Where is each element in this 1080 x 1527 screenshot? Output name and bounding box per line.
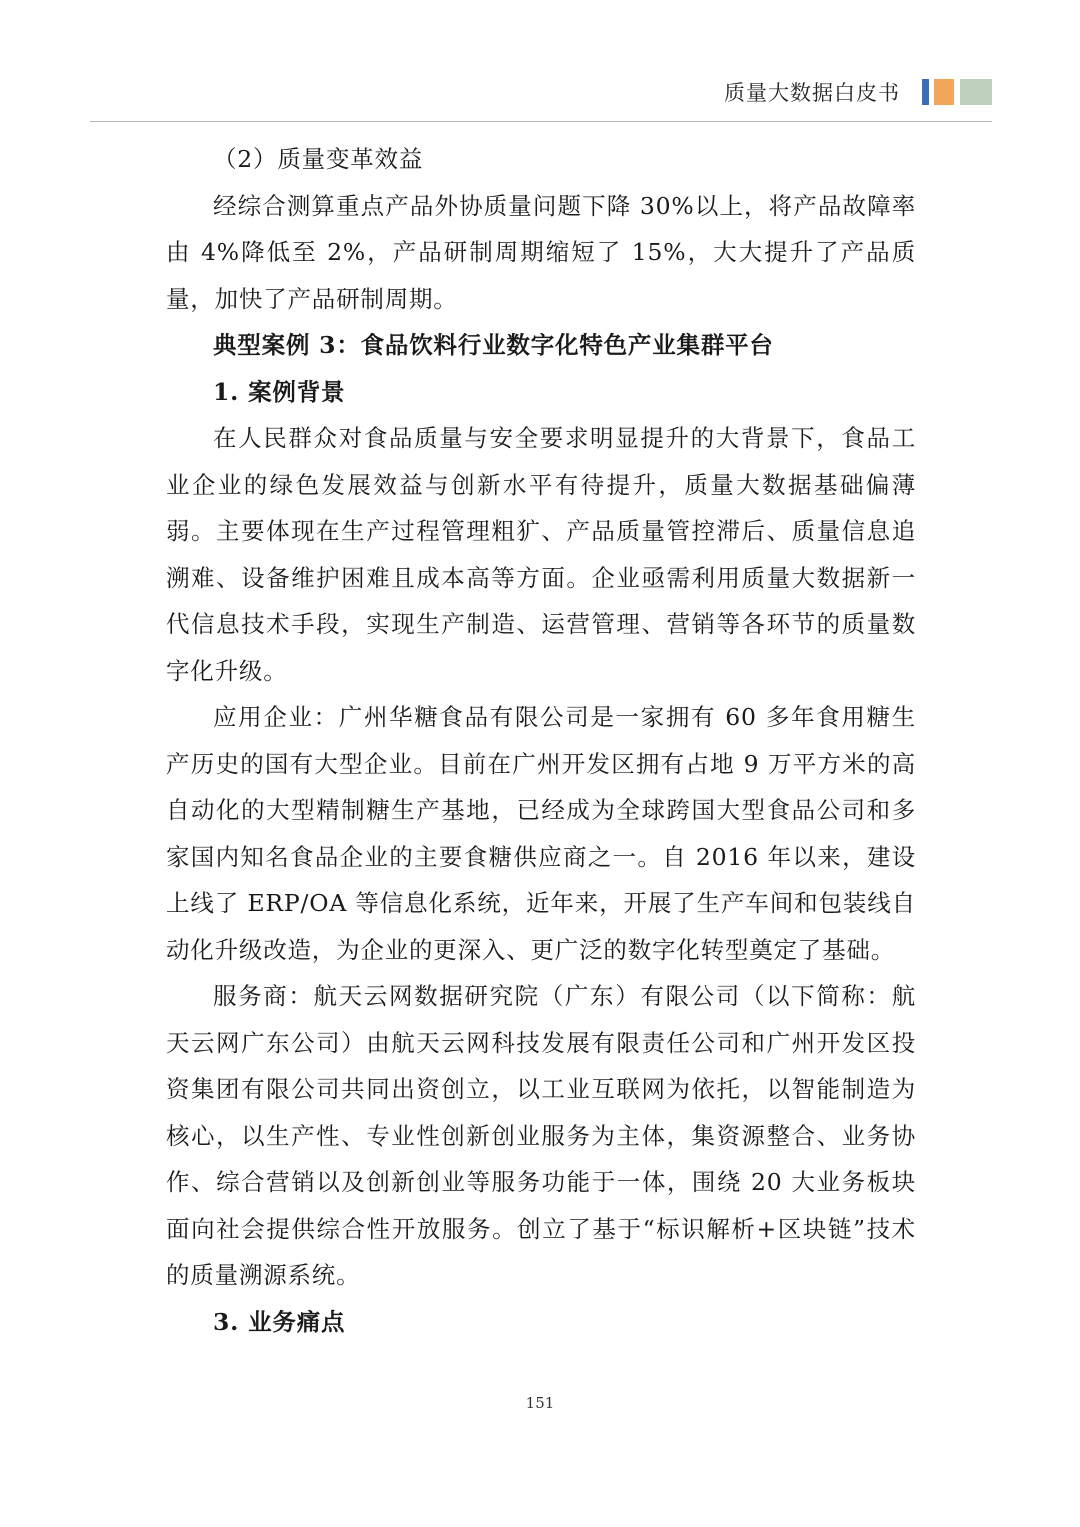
paragraph-benefit-summary: 经综合测算重点产品外协质量问题下降 30%以上，将产品故障率由 4%降低至 2%，产品研制周期缩短了 15%，大大提升了产品质量，加快了产品研制周期。 [166,191,916,313]
header-color-bar-blue [922,79,929,105]
paragraph-service-provider: 服务商：航天云网数据研究院（广东）有限公司（以下简称：航天云网广东公司）由航天云网科技发展有限责任公司和广州开发区投资集团有限公司共同出资创立，以工业互联网为依托，以智能制造为核心，以生产性、专业性创新创业服务为主体，集资源整合、业务协作、综合营销以及创新创业等服务功能于一体，围绕 20 大业务板块面向社会提供综合性开放服务。创立了基于“标识解析+区块链”技术的质量溯源系统。 [166,982,916,1289]
section-heading-pain-points: 3. 业务痛点 [213,1307,346,1336]
header-divider [90,121,992,122]
header-color-bar-green [960,79,992,105]
page-number: 151 [525,1394,555,1412]
header-title: 质量大数据白皮书 [724,81,900,105]
running-header [724,76,992,108]
paragraph-application-enterprise: 应用企业：广州华糖食品有限公司是一家拥有 60 多年食用糖生产历史的国有大型企业。目前在广州开发区拥有占地 9 万平方米的高自动化的大型精制糖生产基地，已经成为全球跨国大型食品公司和多家国内知名食品企业的主要食糖供应商之一。自 2016 年以来，建设上线了 ERP/OA 等信息化系统，近年来，开展了生产车间和包装线自动化升级改造，为企业的更深入、更广泛的数字化转型奠定了基础。 [166,703,916,964]
section-heading-background: 1. 案例背景 [213,377,346,406]
page-body [166,136,916,1345]
paragraph-background: 在人民群众对食品质量与安全要求明显提升的大背景下，食品工业企业的绿色发展效益与创新水平有待提升，质量大数据基础偏薄弱。主要体现在生产过程管理粗犷、产品质量管控滞后、质量信息追溯难、设备维护困难且成本高等方面。企业亟需利用质量大数据新一代信息技术手段，实现生产制造、运营管理、营销等各环节的质量数字化升级。 [166,424,916,685]
header-color-bar-orange [934,79,954,105]
case-heading: 典型案例 3：食品饮料行业数字化特色产业集群平台 [213,331,774,359]
subsection-heading-quality-benefit: （2）质量变革效益 [213,145,424,173]
